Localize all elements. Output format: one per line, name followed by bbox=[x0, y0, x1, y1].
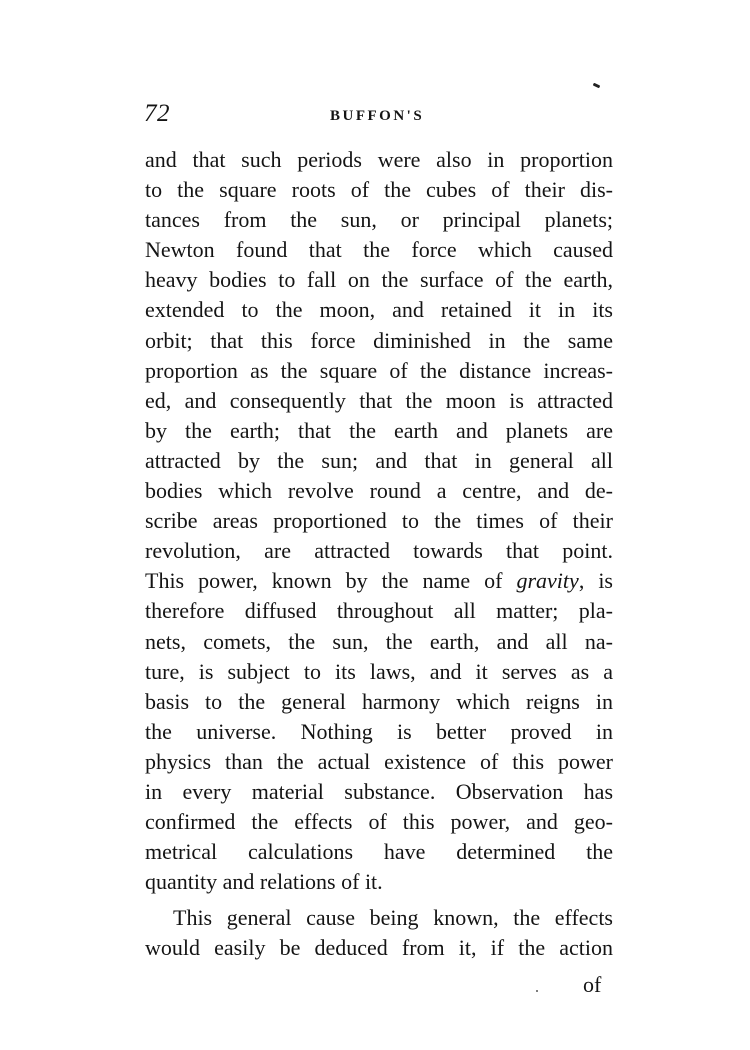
text-line: confirmed the effects of this power, and geo- bbox=[145, 809, 613, 835]
ink-dot bbox=[536, 990, 538, 992]
text-line: heavy bodies to fall on the surface of the earth, bbox=[145, 267, 613, 293]
text-line: tances from the sun, or principal planets; bbox=[145, 207, 613, 233]
text-line: and that such periods were also in proportion bbox=[145, 147, 613, 172]
body-text bbox=[145, 145, 613, 964]
text-line: extended to the moon, and retained it in its bbox=[145, 297, 613, 323]
text-line: orbit; that this force diminished in the same bbox=[145, 327, 613, 353]
text-line: in every material substance. Observation has bbox=[145, 778, 613, 804]
gravity-line-before: This power, known by the name of bbox=[145, 568, 517, 594]
text-line: bodies which revolve round a centre, and de- bbox=[145, 478, 613, 504]
gravity-line-after: , is bbox=[578, 568, 613, 594]
text-line: by the earth; that the earth and planets are bbox=[145, 417, 613, 443]
text-line: ture, is subject to its laws, and it serves as a bbox=[145, 658, 613, 684]
gravity-term: gravity bbox=[516, 568, 579, 594]
text-line: Newton found that the force which caused bbox=[145, 237, 613, 263]
text-line: to the square roots of the cubes of their dis- bbox=[145, 177, 613, 203]
text-line-paragraph-end: quantity and relations of it. bbox=[145, 869, 383, 895]
text-line: metrical calculations have determined the bbox=[145, 839, 613, 865]
text-line: physics than the actual existence of this power bbox=[145, 748, 613, 774]
catchword: of bbox=[583, 972, 602, 997]
page-number: 72 bbox=[144, 100, 170, 127]
running-head: BUFFON'S bbox=[330, 108, 425, 124]
text-line: nets, comets, the sun, the earth, and all na- bbox=[145, 628, 613, 654]
text-line: revolution, are attracted towards that point. bbox=[145, 538, 613, 564]
text-line: proportion as the square of the distance increas- bbox=[145, 357, 613, 383]
text-line: basis to the general harmony which reigns in bbox=[145, 688, 613, 714]
text-line: attracted by the sun; and that in general all bbox=[145, 447, 613, 473]
ink-speck bbox=[593, 83, 601, 89]
text-line: the universe. Nothing is better proved in bbox=[145, 718, 613, 744]
text-line-paragraph-start: This general cause being known, the effects bbox=[173, 905, 613, 931]
text-line: scribe areas proportioned to the times of their bbox=[145, 508, 613, 534]
text-line: would easily be deduced from it, if the action bbox=[145, 935, 613, 961]
text-line-gravity bbox=[145, 566, 613, 596]
page-header bbox=[144, 100, 609, 134]
text-line: ed, and consequently that the moon is attracted bbox=[145, 387, 613, 413]
text-line: therefore diffused throughout all matter; pla- bbox=[145, 598, 613, 624]
